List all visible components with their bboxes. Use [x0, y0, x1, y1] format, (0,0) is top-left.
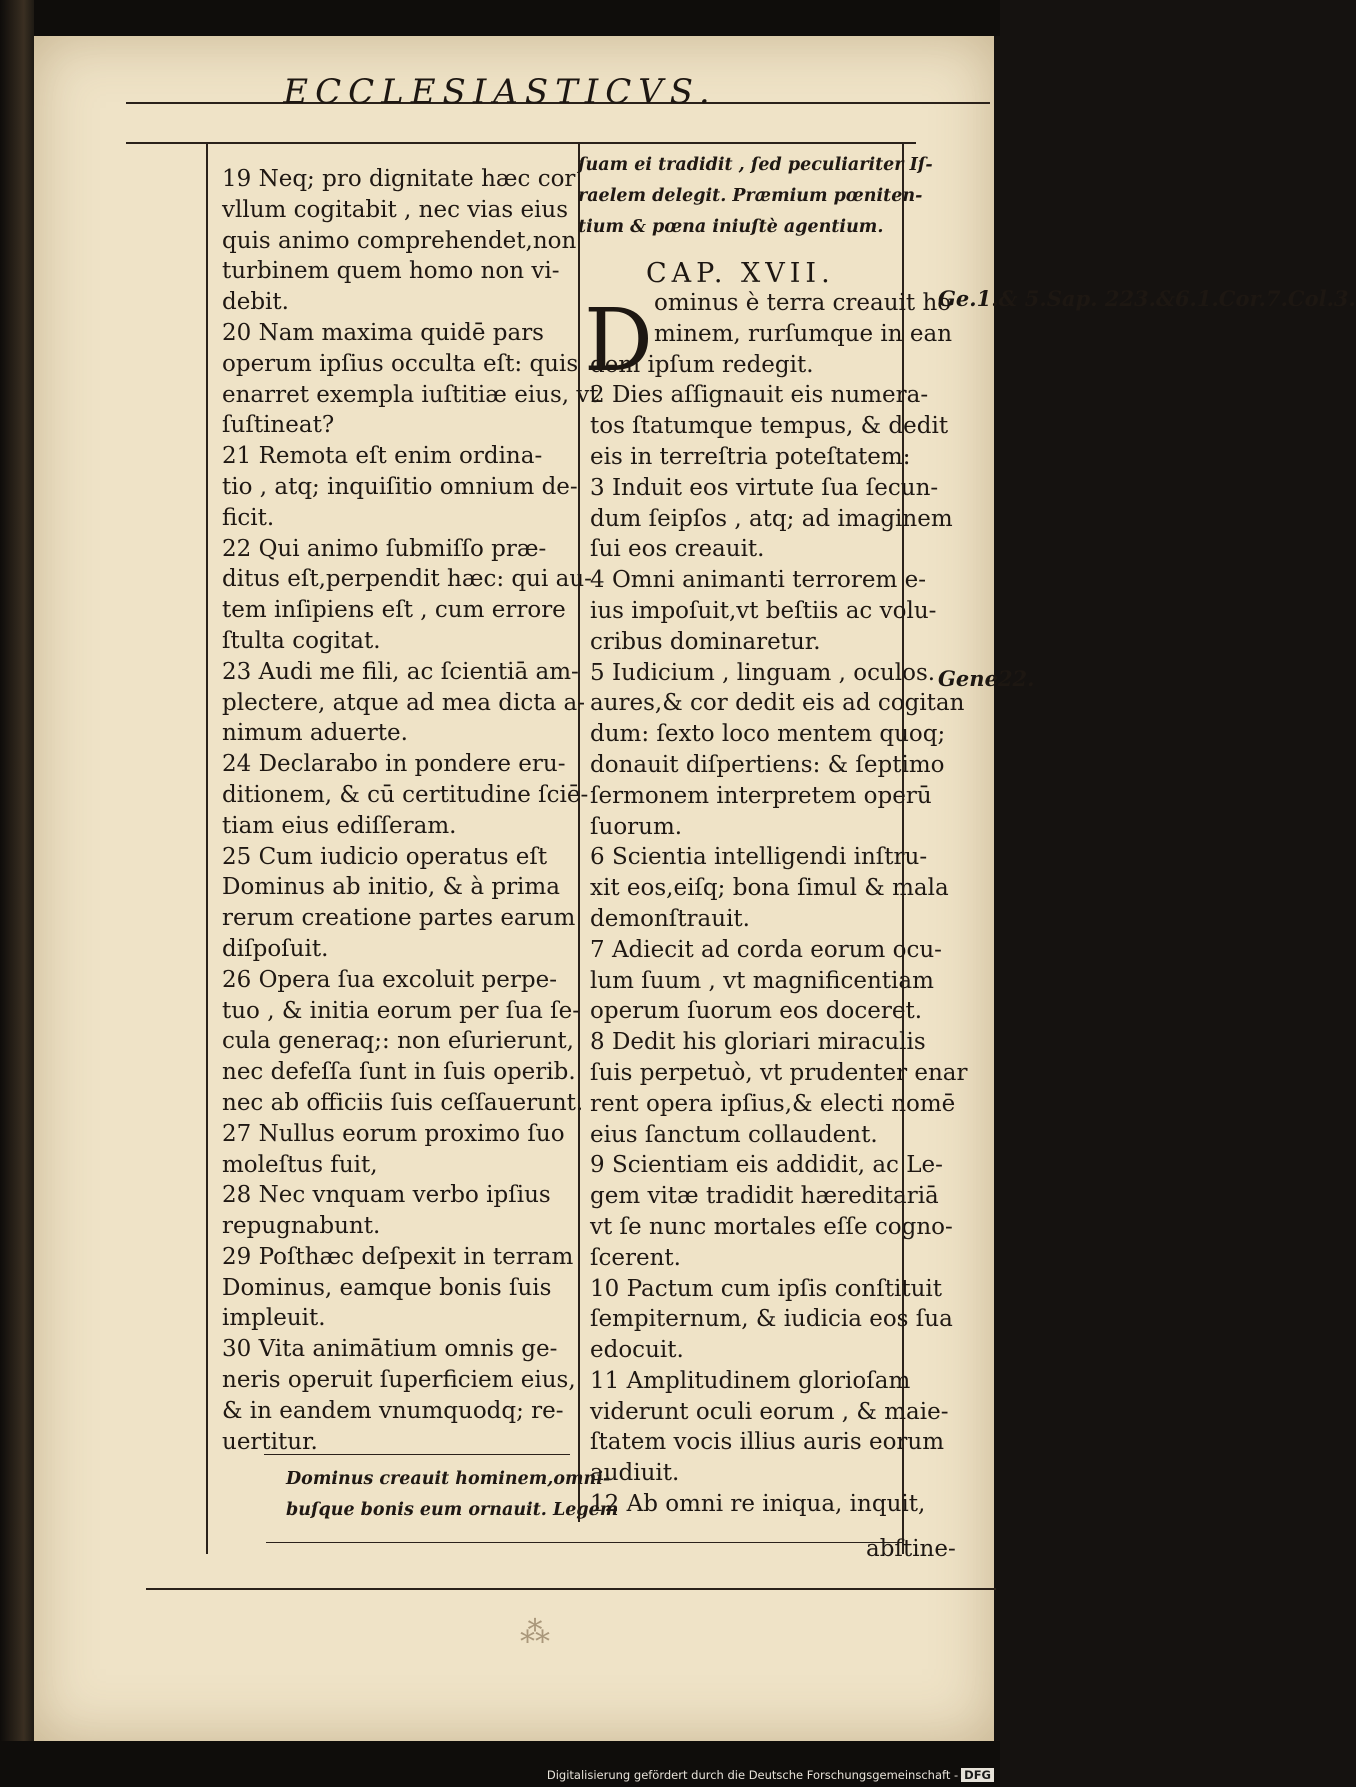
text-line: donauit diſpertiens: & ſeptimo	[590, 751, 945, 778]
text-line: 27 Nullus eorum proximo ſuo	[222, 1120, 565, 1147]
text-line: xit eos,eiſq; bona ſimul & mala	[590, 875, 949, 902]
text-line: tem inſipiens eſt , cum errore	[222, 597, 566, 624]
text-line: 23 Audi me fili, ac ſcientiā am-	[222, 658, 579, 685]
footer-text: Digitalisierung gefördert durch die Deutsche Forschungsgemeinschaft -	[546, 1768, 959, 1782]
margin-references-upper	[938, 284, 1356, 314]
text-line: ſuis perpetuò, vt prudenter enar	[590, 1059, 968, 1086]
ornament-mark: ⁂	[520, 1615, 550, 1650]
dfg-logo: DFG	[961, 1768, 994, 1782]
text-line: ominus è terra creauit ho	[654, 290, 952, 316]
text-line: 2 Dies aſſignauit eis numera-	[590, 382, 929, 409]
text-line: repugnabunt.	[222, 1213, 381, 1240]
text-line: 3 Induit eos virtute ſua ſecun-	[590, 474, 939, 501]
summary-line: buſque bonis eum ornauit. Legem	[286, 1499, 619, 1520]
text-line: 11 Amplitudinem glorioſam	[590, 1367, 911, 1394]
text-line: tiam eius ediſſeram.	[222, 812, 457, 839]
scan-top-border	[0, 0, 1000, 36]
text-line: 5 Iudicium , linguam , oculos.	[590, 659, 936, 686]
margin-note: Col.3.	[1287, 286, 1356, 311]
text-line: uertitur.	[222, 1428, 318, 1455]
frame-left-rule	[206, 142, 208, 1554]
margin-note: 22.	[997, 666, 1035, 691]
chapter-heading: CAP. XVII.	[646, 258, 835, 289]
text-line: 19 Neq; pro dignitate hæc cor	[222, 166, 576, 192]
text-line: nimum aduerte.	[222, 720, 408, 747]
text-line: 29 Poſthæc deſpexit in terram	[222, 1243, 574, 1270]
text-line: demonſtrauit.	[590, 905, 750, 932]
summary-line: tium & pœna iniuſtè agentium.	[578, 216, 884, 237]
digitization-footer	[547, 1768, 994, 1782]
text-line: ſermonem interpretem operū	[590, 782, 932, 809]
left-column-text	[222, 164, 599, 1457]
margin-note: 23.&	[1119, 286, 1175, 311]
header-bottom-rule	[126, 142, 916, 144]
text-line: 24 Declarabo in pondere eru-	[222, 751, 566, 778]
text-line: rerum creatione partes earum	[222, 905, 576, 932]
summary-line: Dominus creauit hominem,omni-	[286, 1469, 611, 1489]
text-line: 10 Pactum cum ipſis conſtituit	[590, 1275, 942, 1302]
summary-line: raelem delegit. Præmium pœniten-	[578, 185, 923, 206]
text-line: ditionem, & cū certitudine ſciē-	[222, 781, 589, 808]
text-line: 25 Cum iudicio operatus eſt	[222, 843, 548, 870]
text-line: ſempiternum, & iudicia eos ſua	[590, 1306, 953, 1333]
text-line: vt ſe nunc mortales eſſe cogno-	[590, 1213, 953, 1240]
text-line: enarret exempla iuſtitiæ eius, vt	[222, 381, 599, 408]
text-line: dum: ſexto loco mentem quoq;	[590, 721, 946, 748]
text-line: diſpoſuit.	[222, 935, 329, 962]
summary-line: ſuam ei tradidit , ſed peculiariter Iſ-	[578, 155, 933, 175]
text-line: neris operuit ſuperficiem eius,	[222, 1367, 576, 1394]
text-line: turbinem quem homo non vi-	[222, 258, 560, 285]
margin-note: & 5.	[998, 286, 1047, 311]
text-line: 9 Scientiam eis addidit, ac Le-	[590, 1152, 943, 1179]
text-line: ſtulta cogitat.	[222, 627, 381, 654]
right-column-text	[590, 288, 968, 1520]
text-line: 21 Remota eſt enim ordina-	[222, 443, 543, 470]
text-line: ſcerent.	[590, 1244, 681, 1271]
text-line: impleuit.	[222, 1305, 326, 1332]
page-bottom-rule	[146, 1588, 996, 1590]
text-line: tuo , & initia eorum per ſua ſe-	[222, 997, 581, 1024]
text-line: dum ſeipſos , atq; ad imaginem	[590, 505, 953, 532]
text-line: debit.	[222, 289, 289, 316]
catchword: abſtine-	[866, 1536, 956, 1562]
text-line: dem ipſum redegit.	[590, 351, 814, 378]
margin-note: 6.	[1174, 286, 1197, 311]
text-line: cribus dominaretur.	[590, 628, 821, 655]
margin-note: 1.Cor.	[1196, 286, 1266, 311]
text-line: Dominus, eamque bonis ſuis	[222, 1274, 552, 1301]
text-line: ſuſtineat?	[222, 412, 335, 439]
left-column-summary	[286, 1464, 618, 1526]
text-line: quis animo comprehendet,non	[222, 227, 577, 254]
text-line: vllum cogitabit , nec vias eius	[222, 196, 569, 223]
text-line: ſuorum.	[590, 813, 683, 840]
text-line: 12 Ab omni re iniqua, inquit,	[590, 1491, 926, 1518]
text-line: lum ſuum , vt magnificentiam	[590, 967, 934, 994]
text-line: 7 Adiecit ad corda eorum ocu-	[590, 936, 942, 963]
text-line: operum ipſius occulta eſt: quis	[222, 350, 579, 377]
margin-note: Ge.1.	[938, 286, 999, 311]
text-line: tos ſtatumque tempus, & dedit	[590, 413, 949, 440]
text-line: 22 Qui animo ſubmiſſo præ-	[222, 535, 547, 562]
text-line: operum ſuorum eos doceret.	[590, 998, 923, 1025]
text-line: minem, rurſumque in ean	[654, 320, 953, 347]
text-line: gem vitæ tradidit hæreditariā	[590, 1183, 939, 1210]
text-line: 4 Omni animanti terrorem e-	[590, 567, 927, 594]
text-line: aures,& cor dedit eis ad cogitan	[590, 690, 965, 717]
text-line: ficit.	[222, 504, 275, 531]
chapter-summary	[578, 150, 933, 242]
margin-note: Sap. 2	[1046, 286, 1120, 311]
text-line: tio , atq; inquiſitio omnium de-	[222, 473, 578, 500]
text-line: nec defeſſa ſunt in ſuis operib.	[222, 1059, 576, 1086]
text-line: ſtatem vocis illius auris eorum	[590, 1429, 945, 1456]
text-line: 8 Dedit his gloriari miraculis	[590, 1029, 926, 1056]
text-line: 28 Nec vnquam verbo ipſius	[222, 1182, 551, 1209]
text-line: viderunt oculi eorum , & maie-	[590, 1398, 949, 1425]
text-line: ſui eos creauit.	[590, 536, 765, 563]
text-line: ius impoſuit,vt beſtiis ac volu-	[590, 597, 937, 624]
text-line: cula generaq;: non eſurierunt,	[222, 1028, 574, 1055]
text-line: rent opera ipſius,& electi nomē	[590, 1090, 956, 1117]
running-title: ECCLESIASTICVS.	[283, 72, 717, 112]
margin-note: 7.	[1265, 286, 1288, 311]
text-line: eius ſanctum collaudent.	[590, 1121, 878, 1148]
text-line: audiuit.	[590, 1460, 680, 1487]
text-line: plectere, atque ad mea dicta a-	[222, 689, 585, 716]
text-line: & in eandem vnumquodq; re-	[222, 1397, 564, 1424]
frame-bottom-rule	[266, 1542, 904, 1543]
text-line: eis in terreſtria poteſtatem:	[590, 443, 911, 470]
margin-references-lower	[938, 664, 1034, 694]
text-line: 6 Scientia intelligendi inſtru-	[590, 844, 928, 871]
drop-cap: D	[584, 291, 653, 391]
text-line: 30 Vita animātium omnis ge-	[222, 1336, 558, 1363]
text-line: nec ab officiis ſuis ceſſauerunt.	[222, 1089, 584, 1116]
text-line: ditus eſt,perpendit hæc: qui au-	[222, 566, 592, 593]
margin-note: Gene	[938, 666, 998, 691]
text-line: 26 Opera ſua excoluit perpe-	[222, 966, 557, 993]
book-spine	[0, 0, 34, 1787]
text-line: moleſtus fuit,	[222, 1151, 378, 1178]
text-line: Dominus ab initio, & à prima	[222, 874, 560, 901]
text-line: edocuit.	[590, 1337, 684, 1364]
text-line: 20 Nam maxima quidē pars	[222, 319, 544, 346]
